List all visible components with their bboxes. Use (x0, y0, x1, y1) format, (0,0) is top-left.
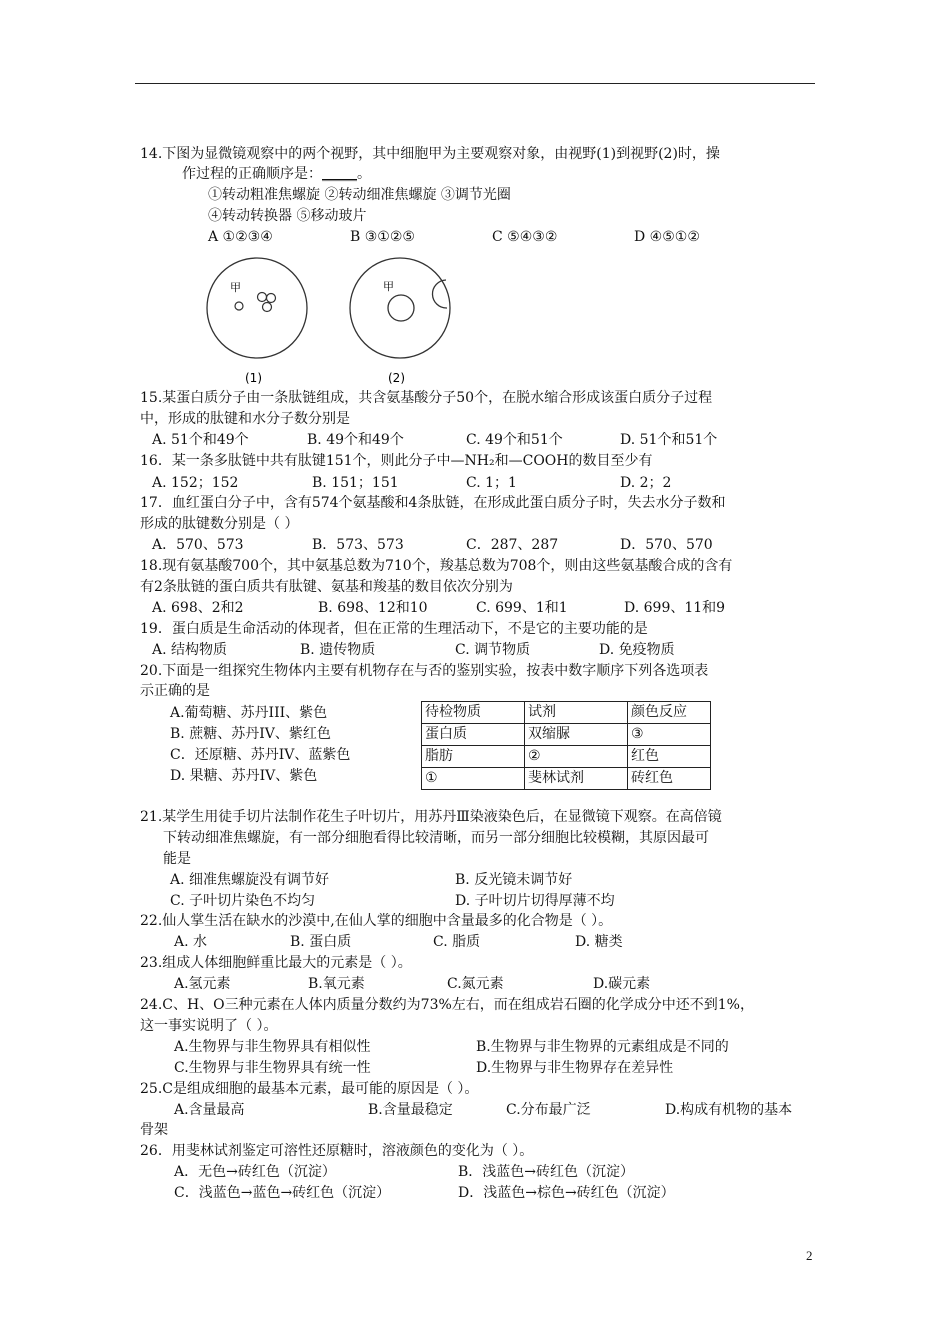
header-rule (135, 83, 815, 84)
q14-option-c: C ⑤④③② (492, 229, 558, 245)
q19-stem: 19．蛋白质是生命活动的体现者，但在正常的生理活动下，不是它的主要功能的是 (140, 621, 648, 637)
view-2-cell-label: 甲 (383, 280, 394, 293)
q20-option-b: B. 蔗糖、苏丹IV、紫红色 (170, 726, 331, 742)
table-header-cell: 颜色反应 (628, 702, 711, 724)
microscope-views-figure (200, 250, 470, 390)
view-2-cell-a (388, 295, 414, 321)
page-number: 2 (806, 1248, 813, 1263)
table-cell: 砖红色 (628, 768, 711, 790)
q14-steps-line1: ①转动粗准焦螺旋 ②转动细准焦螺旋 ③调节光圈 (208, 187, 511, 203)
view-1-circle (207, 258, 307, 358)
q18-stem-line2: 有2条肽链的蛋白质共有肽键、氨基和羧基的数目依次分别为 (140, 579, 513, 595)
view-1-cell-b (258, 293, 267, 302)
q23-option-a: A.氢元素 (174, 976, 231, 992)
q16-option-c: C. 1；1 (466, 475, 517, 491)
q17-stem-line2: 形成的肽键数分别是（ ） (140, 516, 299, 532)
table-cell: 斐林试剂 (525, 768, 628, 790)
q22-option-d: D. 糖类 (575, 934, 623, 950)
q23-option-d: D.碳元素 (593, 976, 651, 992)
q16-option-d: D. 2；2 (620, 475, 672, 491)
q25-option-b: B.含量最稳定 (368, 1102, 453, 1118)
q15-option-a: A. 51个和49个 (152, 432, 249, 448)
q19-option-b: B. 遗传物质 (300, 642, 376, 658)
q20-stem-line1: 20.下面是一组探究生物体内主要有机物存在与否的鉴别实验，按表中数字顺序下列各选项表 (140, 663, 709, 679)
q25-stem: 25.C是组成细胞的最基本元素，最可能的原因是（ ）。 (140, 1081, 479, 1097)
q26-option-a: A．无色→砖红色（沉淀） (174, 1164, 336, 1180)
q22-option-c: C. 脂质 (433, 934, 481, 950)
q15-option-d: D. 51个和51个 (620, 432, 718, 448)
q20-reagent-table (421, 701, 711, 790)
q16-option-b: B. 151；151 (312, 475, 399, 491)
q20-option-c: C．还原糖、苏丹IV、蓝紫色 (170, 747, 351, 763)
q15-stem-line2: 中，形成的肽键和水分子数分别是 (140, 411, 350, 427)
q23-option-b: B.氧元素 (308, 976, 365, 992)
table-cell: 双缩脲 (525, 724, 628, 746)
q19-option-d: D. 免疫物质 (599, 642, 675, 658)
q14-answer-blank: _____ (322, 166, 357, 182)
q21-option-b: B. 反光镜未调节好 (455, 872, 573, 888)
q14-stem-line1: 14.下图为显微镜观察中的两个视野，其中细胞甲为主要观察对象，由视野(1)到视野(2)时，操 (140, 146, 720, 162)
q24-option-c: C.生物界与非生物界具有统一性 (174, 1060, 371, 1076)
q17-stem-line1: 17．血红蛋白分子中，含有574个氨基酸和4条肽链，在形成此蛋白质分子时，失去水分子数和 (140, 495, 726, 511)
q14-option-b: B ③①②⑤ (350, 229, 415, 245)
q24-option-a: A.生物界与非生物界具有相似性 (174, 1039, 371, 1055)
q15-option-b: B. 49个和49个 (307, 432, 404, 448)
q21-stem-line2: 下转动细准焦螺旋，有一部分细胞看得比较清晰，而另一部分细胞比较模糊，其原因最可 (163, 830, 709, 846)
q14-stem-text: 作过程的正确顺序是： (182, 166, 322, 182)
q24-option-b: B.生物界与非生物界的元素组成是不同的 (476, 1039, 729, 1055)
q25-option-a: A.含量最高 (174, 1102, 245, 1118)
view-1-label: (1) (245, 371, 262, 385)
q26-option-c: C．浅蓝色→蓝色→砖红色（沉淀） (174, 1185, 391, 1201)
q14-option-a: A ①②③④ (208, 229, 273, 245)
q19-option-a: A. 结构物质 (152, 642, 228, 658)
view-2-label: (2) (388, 371, 405, 385)
table-cell: ① (422, 768, 525, 790)
q16-stem: 16．某一条多肽链中共有肽键151个，则此分子中—NH₂和—COOH的数目至少有 (140, 453, 653, 469)
table-row (422, 746, 711, 768)
table-row (422, 768, 711, 790)
view-1-cell-a (235, 302, 243, 310)
q24-option-d: D.生物界与非生物界存在差异性 (476, 1060, 674, 1076)
table-cell: 蛋白质 (422, 724, 525, 746)
q18-stem-line1: 18.现有氨基酸700个，其中氨基总数为710个，羧基总数为708个，则由这些氨基酸合成的含有 (140, 558, 733, 574)
q20-option-a: A.葡萄糖、苏丹III、紫色 (170, 705, 328, 721)
view-2-circle (350, 258, 450, 358)
q14-stem-end: 。 (357, 166, 371, 182)
q21-option-c: C. 子叶切片染色不均匀 (170, 893, 316, 909)
q17-option-d: D．570、570 (620, 537, 713, 553)
table-header-cell: 试剂 (525, 702, 628, 724)
q22-option-b: B. 蛋白质 (290, 934, 352, 950)
q18-option-a: A. 698、2和2 (152, 600, 244, 616)
table-cell: ③ (628, 724, 711, 746)
view-2-cell-b (432, 280, 447, 308)
q18-option-d: D. 699、11和9 (624, 600, 726, 616)
q17-option-a: A．570、573 (152, 537, 244, 553)
q21-stem-line3: 能是 (163, 851, 191, 867)
q18-option-c: C. 699、1和1 (476, 600, 568, 616)
q25-option-d: D.构成有机物的基本 (665, 1102, 793, 1118)
view-1-cell-c (267, 294, 276, 303)
table-row (422, 724, 711, 746)
q26-option-d: D．浅蓝色→棕色→砖红色（沉淀） (458, 1185, 675, 1201)
q18-option-b: B. 698、12和10 (318, 600, 428, 616)
q26-option-b: B．浅蓝色→砖红色（沉淀） (458, 1164, 635, 1180)
q21-option-d: D. 子叶切片切得厚薄不均 (455, 893, 615, 909)
table-cell: 脂肪 (422, 746, 525, 768)
q24-stem-line1: 24.C、H、O三种元素在人体内质量分数约为73%左右，而在组成岩石圈的化学成分中还不到1%， (140, 997, 754, 1013)
q19-option-c: C. 调节物质 (455, 642, 531, 658)
q17-option-b: B．573、573 (312, 537, 404, 553)
q23-option-c: C.氮元素 (447, 976, 504, 992)
q14-option-d: D ④⑤①② (634, 229, 700, 245)
q15-stem-line1: 15.某蛋白质分子由一条肽链组成，共含氨基酸分子50个，在脱水缩合形成该蛋白质分子过程 (140, 390, 713, 406)
q24-stem-line2: 这一事实说明了（ ）。 (140, 1018, 278, 1034)
q22-option-a: A. 水 (174, 934, 208, 950)
q20-option-d: D. 果糖、苏丹IV、紫色 (170, 768, 318, 784)
table-cell: 红色 (628, 746, 711, 768)
q14-steps-line2: ④转动转换器 ⑤移动玻片 (208, 208, 367, 224)
q23-stem: 23.组成人体细胞鲜重比最大的元素是（ ）。 (140, 955, 412, 971)
q26-stem: 26．用斐林试剂鉴定可溶性还原糖时，溶液颜色的变化为（ ）。 (140, 1143, 534, 1159)
q20-stem-line2: 示正确的是 (140, 683, 210, 699)
q21-stem-line1: 21.某学生用徒手切片法制作花生子叶切片，用苏丹Ⅲ染液染色后，在显微镜下观察。在高倍镜 (140, 809, 722, 825)
table-cell: ② (525, 746, 628, 768)
table-header-row (422, 702, 711, 724)
q17-option-c: C．287、287 (466, 537, 559, 553)
q25-option-d-continued: 骨架 (140, 1122, 168, 1138)
view-1-cell-label: 甲 (230, 281, 241, 294)
q21-option-a: A. 细准焦螺旋没有调节好 (170, 872, 330, 888)
q14-stem-line2 (182, 164, 371, 184)
q25-option-c: C.分布最广泛 (506, 1102, 591, 1118)
table-header-cell: 待检物质 (422, 702, 525, 724)
view-1-cell-d (263, 303, 272, 312)
q16-option-a: A. 152；152 (152, 475, 239, 491)
q22-stem: 22.仙人掌生活在缺水的沙漠中,在仙人掌的细胞中含量最多的化合物是（ ）。 (140, 913, 613, 929)
q15-option-c: C. 49个和51个 (466, 432, 563, 448)
